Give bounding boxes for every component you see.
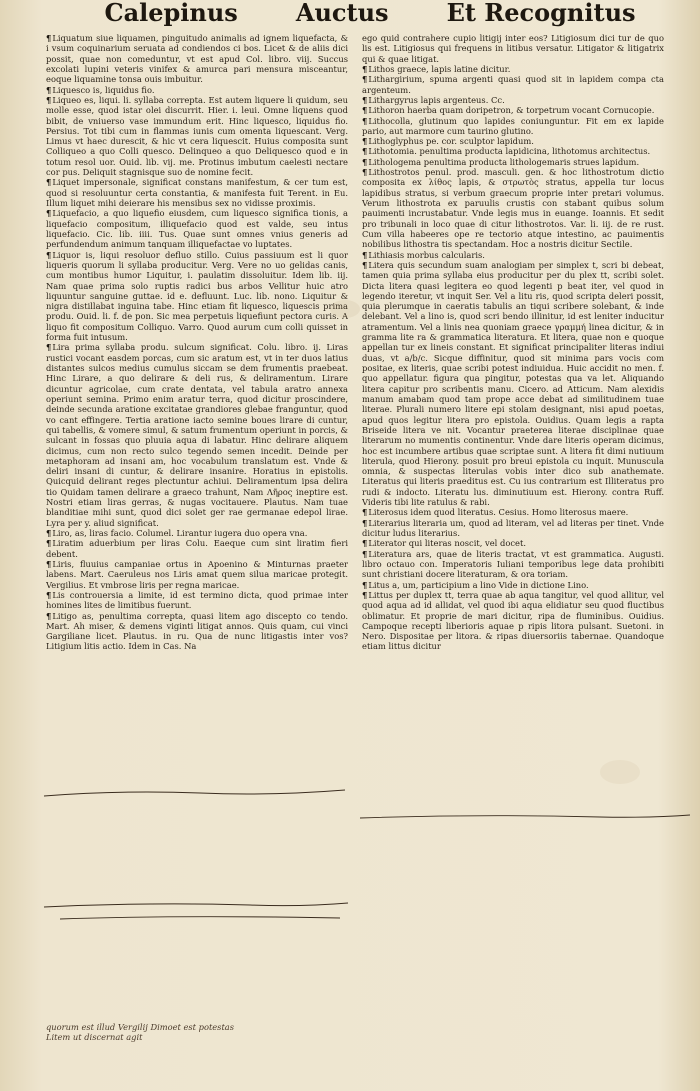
paragraph-mark-icon: ¶ [362, 589, 368, 600]
entry-text: Literator qui literas noscit, vel docet. [368, 538, 526, 549]
running-head-word-3: Et Recognitus [446, 0, 636, 27]
running-head-word-2: Auctus [295, 0, 389, 27]
handwritten-annotation [46, 1022, 346, 1042]
paragraph-mark-icon: ¶ [362, 507, 368, 518]
dictionary-entry [46, 95, 348, 178]
paragraph-mark-icon: ¶ [46, 84, 52, 95]
right-column [362, 33, 664, 1063]
paragraph-mark-icon: ¶ [362, 538, 368, 549]
running-head [0, 0, 700, 30]
entry-text: Liquefacio, a quo liquefio eiusdem, cum liquesco significa tionis, a liquefacio compositum, illiquefacio quod est valde, seu intus liquefacio. Cic. lib. iiii. Tus. Quae sunt omnes vnius generis ad perfundendum animum tanquam illiquefactae vo luptates. [46, 208, 348, 250]
paragraph-mark-icon: ¶ [46, 33, 52, 43]
paragraph-mark-icon: ¶ [362, 548, 368, 559]
entry-text: Liris, fluuius campaniae ortus in Apoenino & Minturnas praeter labens. Mart. Caeruleus nos Liris amat quem silua maricae protegit. Vergilius. Et vmbrose liris per regna maricae. [46, 558, 348, 590]
dictionary-entry [46, 528, 348, 538]
entry-text: Liquesco is, liquidus fio. [52, 84, 155, 95]
dictionary-entry [362, 146, 664, 156]
entry-text: Literarius literaria um, quod ad literam, vel ad literas per tinet. Vnde dicitur ludus literarius. [362, 517, 664, 538]
running-head-word-1: Calepinus [104, 0, 238, 27]
entry-text: Liratim aduerbium per liras Colu. Eaeque cum sint liratim fieri debent. [46, 538, 348, 559]
paper-stain [600, 760, 640, 784]
entry-text: Lithoron haerba quam doripetron, & torpetrum vocant Cornucopie. [368, 105, 655, 116]
paragraph-mark-icon: ¶ [362, 167, 368, 178]
handwritten-line-1: quorum est illud Vergilij Dimoet est potestas [46, 1022, 234, 1032]
dictionary-entry [362, 538, 664, 548]
dictionary-entry [362, 260, 664, 508]
entry-text: Lithargyrus lapis argenteus. Cc. [368, 94, 505, 105]
dictionary-entry [362, 580, 664, 590]
paragraph-mark-icon: ¶ [46, 177, 52, 188]
paragraph-mark-icon: ¶ [362, 146, 368, 157]
dictionary-entry [46, 33, 348, 85]
paragraph-mark-icon: ¶ [362, 74, 368, 85]
paragraph-mark-icon: ¶ [46, 208, 52, 219]
dictionary-entry [46, 559, 348, 590]
entry-text: Liqueo es, liqui. li. syllaba correpta. Est autem liquere li quidum, seu molle esse, quod istar olei discurrit. Hier. i. leui. Omne liquens quod bibit, de vniuerso vase immundum erit. Hinc liquesco, liquidus fio. Persius. Tot tibi cum in flammas iunis cum omenta liquescant. Verg. Limus vt haec durescit, & hic vt cera liquescit. Huius composita sunt Colliqueo a quo Colli quesco. Delinqueo a quo Deliquesco quod e in totum resol uor. Ouid. lib. vij. me. Protinus imbutum caelesti nectare cor pus. Deliquit stagnisque suo de nomine fecit. [46, 94, 348, 178]
entry-text: Lithotomia. penultima producta lapidicina, lithotomus architectus. [368, 146, 651, 157]
paragraph-mark-icon: ¶ [362, 63, 368, 74]
paragraph-mark-icon: ¶ [46, 249, 52, 260]
entry-text: ego quid contrahere cupio litigij inter eos? Litigiosum dici tur de quo lis est. Litigiosus qui frequens in litibus versatur. Litigator & litigatrix qui & quae litigat. [362, 33, 664, 64]
dictionary-entry [46, 85, 348, 95]
entry-text: Lis controuersia a limite, id est termino dicta, quod primae inter homines lites de limitibus fuerunt. [46, 589, 348, 611]
dictionary-entry [46, 590, 348, 611]
dictionary-entry [362, 116, 664, 137]
dictionary-entry [362, 590, 664, 652]
entry-text: Lithocolla, glutinum quo lapides coniunguntur. Fit em ex lapide pario, aut marmore cum taurino glutino. [362, 115, 664, 136]
paragraph-mark-icon: ¶ [362, 249, 368, 260]
dictionary-entry [362, 74, 664, 95]
entry-text: Literatura ars, quae de literis tractat, vt est grammatica. Augusti. libro octauo con. Imperatoris Iuliani temporibus lege data prohibiti sunt christiani docere literaturam, & ora toriam. [362, 548, 664, 580]
dictionary-entry [46, 250, 348, 343]
entry-text: Literosus idem quod literatus. Cesius. Homo literosus maere. [368, 507, 629, 518]
paragraph-mark-icon: ¶ [46, 528, 52, 538]
entry-text: Lira prima syllaba produ. sulcum significat. Colu. libro. ij. Liras rustici vocant easdem porcas, cum sic aratum est, vt in ter duos latius distantes sulcos medius cumulus siccam se dem frumentis praebeat. Hinc Lirare, a quo delirare & deli rus, & deliramentum. Lirare dicuntur agricolae, cum crate dentata, vel tabula aratro annexa operiunt semina. Primo enim aratur terra, quod dicitur proscindere, deinde secunda aratione excitatae grandiores glebae franguntur, quod vo cant effingere. Tertia aratione iacto semine boues lirare di cuntur, qui tabellis, & vomere simul, & satum frumentum operiunt in porcis, & sulcant in fossas quo pluuia aqua di labatur. Hinc delirare aliquem dicimus, cum non recto sulco tegendo semen incedit. Deinde per metaphoram ad insani am, hoc vocabulum translatum est. Vnde & deliri insani di cuntur, & delirare insanire. Horatius in epistolis. Quicquid delirant reges plectuntur achiui. Deliramentum ipsa delira tio Quidam tamen delirare a graeco trahunt, Nam Λῆρος ineptire est. Nostri etiam liras gerras, & nugas vocitauere. Plautus. Nam tuae blanditiae mihi sunt, quod dici solet ger rae germanae edepol lirae. Lyra per y. aliud significat. [46, 342, 348, 528]
entry-text: Litus a, um, participium a lino Vide in dictione Lino. [368, 579, 589, 590]
paragraph-mark-icon: ¶ [362, 94, 368, 105]
paragraph-mark-icon: ¶ [362, 136, 368, 147]
paragraph-mark-icon: ¶ [46, 558, 52, 569]
entry-text: Lithargirium, spuma argenti quasi quod sit in lapidem compa cta argenteum. [362, 74, 664, 95]
entry-text: Lithologema penultima producta lithologemaris strues lapidum. [368, 156, 640, 167]
dictionary-entry [362, 105, 664, 115]
paragraph-mark-icon: ¶ [46, 538, 52, 549]
entry-text: Liquet impersonale, significat constans manifestum, & cer tum est, quod si resoluuntur certa constantia, & manifesta fuit Terent. in Eu. Illum liquet mihi deierare his mensibus sex no vidisse proximis. [46, 177, 348, 208]
dictionary-entry [362, 167, 664, 250]
entry-text: Littus per duplex tt, terra quae ab aqua tangitur, vel quod allitur, vel quod aqua ad id allidat, vel quod ibi aqua elidiatur seu quod fluctibus oblimatur. Et proprie de mari dicitur, ripa de fluminibus. Ouidius. Campoque recepti liberioris aquae p ripis litora pulsant. Suetoni. in Nero. Dispositae per litora. & ripas diuersoriis tabernae. Quandoque etiam littus dicitur [362, 589, 664, 652]
entry-text: Liquatum siue liquamen, pinguitudo animalis ad ignem liquefacta, & i vsum coquinarium seruata ad condiendos ci bos. Licet & de aliis dici possit, quae non comeduntur, vt est apud Col. libro. viij. Succus excolati lupini veteris vinifex & amurca pari mensura misceantur, eoque liquamine tonsa ouis imbuitur. [46, 33, 348, 85]
left-column [46, 33, 348, 1018]
dictionary-entry [362, 136, 664, 146]
dictionary-entry [362, 518, 664, 539]
paragraph-mark-icon: ¶ [362, 579, 368, 590]
handwritten-line-2: Litem ut discernat agit [46, 1032, 143, 1042]
paragraph-mark-icon: ¶ [362, 115, 368, 126]
paragraph-mark-icon: ¶ [46, 589, 52, 600]
dictionary-entry [46, 177, 348, 208]
entry-text: Litera quis secundum suam analogiam per simplex t, scri bi debeat, tamen quia prima syllaba eius producitur per du plex tt, scribi solet. Dicta litera quasi legitera eo quod legenti p beat iter, vel quod in legendo iteretur, vt inquit Ser. Vel a litu ris, quod scripta deleri possit, quia plerumque in caeratis tabulis an tiqui scribere solebant, & inde delebant. Vel a lino is, quod scri bendo illinitur, id est leniter inducitur atramentum. Vel a linis nea quoniam graece γραμμή linea dicitur, & in gramma lite ra & grammatica literatura. Et litera, quae non e quoque appellan tur ex lineis constant. Et significat principaliter literas indiui duas, vt a/b/c. Sicque diffinitur, quod sit minima pars vocis com positae, ex literis, quae scribi potest indiuidua. Huic accidit no men. f. quo appellatur. figura qua pingitur, potestas qua va let. Aliquando litera capitur pro scribentis manu. Cicero. ad Atticum. Nam alexidis manum amabam quod tam prope acce debat ad similitudinem tuae literae. Plurali numero litere epi stolam designant, nisi apud poetas, apud quos legitur litera pro epistola. Ouidius. Quam legis a rapta Briseide litera ve nit. Vocantur praeterea literae disciplinae quae literarum no mumentis continentur. Vnde dare literis operam dicimus, hoc est incumbere artibus quae scriptae sunt. A litera fit dimi nutiuum literula, quod Hierony. posuit pro breui epistola cu inquit. Munuscula omnia, & suspectas literulas vobis inter dico sub anathemate. Literatus qui literis praeditus est. Cu ius contrarium est Illiteratus pro rudi & indocto. Literatu lus. diminutiuum est. Hierony. contra Ruff. Videris tibi lite ratulus & rabi. [362, 259, 664, 508]
dictionary-entry [46, 611, 348, 652]
paragraph-mark-icon: ¶ [362, 517, 368, 528]
dictionary-entry [362, 157, 664, 167]
dictionary-entry [362, 64, 664, 74]
dictionary-entry [362, 507, 664, 517]
entry-text: Litigo as, penultima correpta, quasi litem ago discepto co tendo. Mart. Ah miser, & demens viginti litigat annos. Quis quam, cui vinci Gargiliane licet. Plautus. in ru. Qua de nunc litigastis inter vos? Litigium litis actio. Idem in Cas. Na [46, 610, 348, 652]
entry-text: Liro, as, liras facio. Columel. Lirantur iugera duo opera vna. [52, 528, 308, 538]
entry-text: Lithostrotos penul. prod. masculi. gen. & hoc lithostrotum dictio composita ex λίθος lapis, & στρωτὸς stratus, appella tur locus lapidibus stratus, si verbum graecum proprie inter pretari volumus. Verum lithostrota ex paruulis crustis con stabant quibus solum pauimenti incrustabatur. Vnde legis mus in euange. Ioannis. Et sedit pro tribunali in loco quae di citur lithostrotos. Var. li. iij. de re rust. Cum villa habeeres ope re tectorio atque intestino, ac pauimentis nobilibus lithostra tis spectandam. Hoc a nostris dicitur Sectile. [362, 167, 664, 250]
dictionary-entry [362, 33, 664, 64]
entry-text: Liquor is, liqui resoluor defluo stillo. Cuius passiuum est li quor liqueris quorum li syllaba producitur. Verg. Vere no uo gelidas canis, cum montibus humor Liquitur, i. paulatim dissoluitur. Idem lib. iij. Nam quae prima solo ruptis radici bus arbos Vellitur huic atro liquuntur sanguine guttae. id e. defluunt. Luc. lib. nono. Liquitur & nigra distillabat inguina tabe. Hinc etiam fit liquesco, liquescis prima produ. Ouid. li. f. de pon. Sic mea perpetuis liquefiunt pectora curis. A liquo fit compositum Colliquo. Varro. Quod aurum cum colli quisset in forma fuit intusum. [46, 249, 348, 343]
paragraph-mark-icon: ¶ [362, 156, 368, 167]
dictionary-entry [46, 208, 348, 249]
paragraph-mark-icon: ¶ [46, 94, 52, 105]
paragraph-mark-icon: ¶ [46, 342, 52, 353]
dictionary-entry [362, 549, 664, 580]
dictionary-entry [46, 538, 348, 559]
paragraph-mark-icon: ¶ [362, 105, 368, 116]
dictionary-entry [362, 250, 664, 260]
entry-text: Lithiasis morbus calcularis. [368, 249, 485, 260]
paragraph-mark-icon: ¶ [362, 259, 368, 270]
dictionary-entry [46, 342, 348, 528]
dictionary-entry [362, 95, 664, 105]
entry-text: Lithos graece, lapis latine dicitur. [368, 63, 511, 74]
entry-text: Lithoglyphus pe. cor. sculptor lapidum. [368, 136, 534, 147]
paragraph-mark-icon: ¶ [46, 610, 52, 621]
paper-stain [330, 300, 360, 318]
